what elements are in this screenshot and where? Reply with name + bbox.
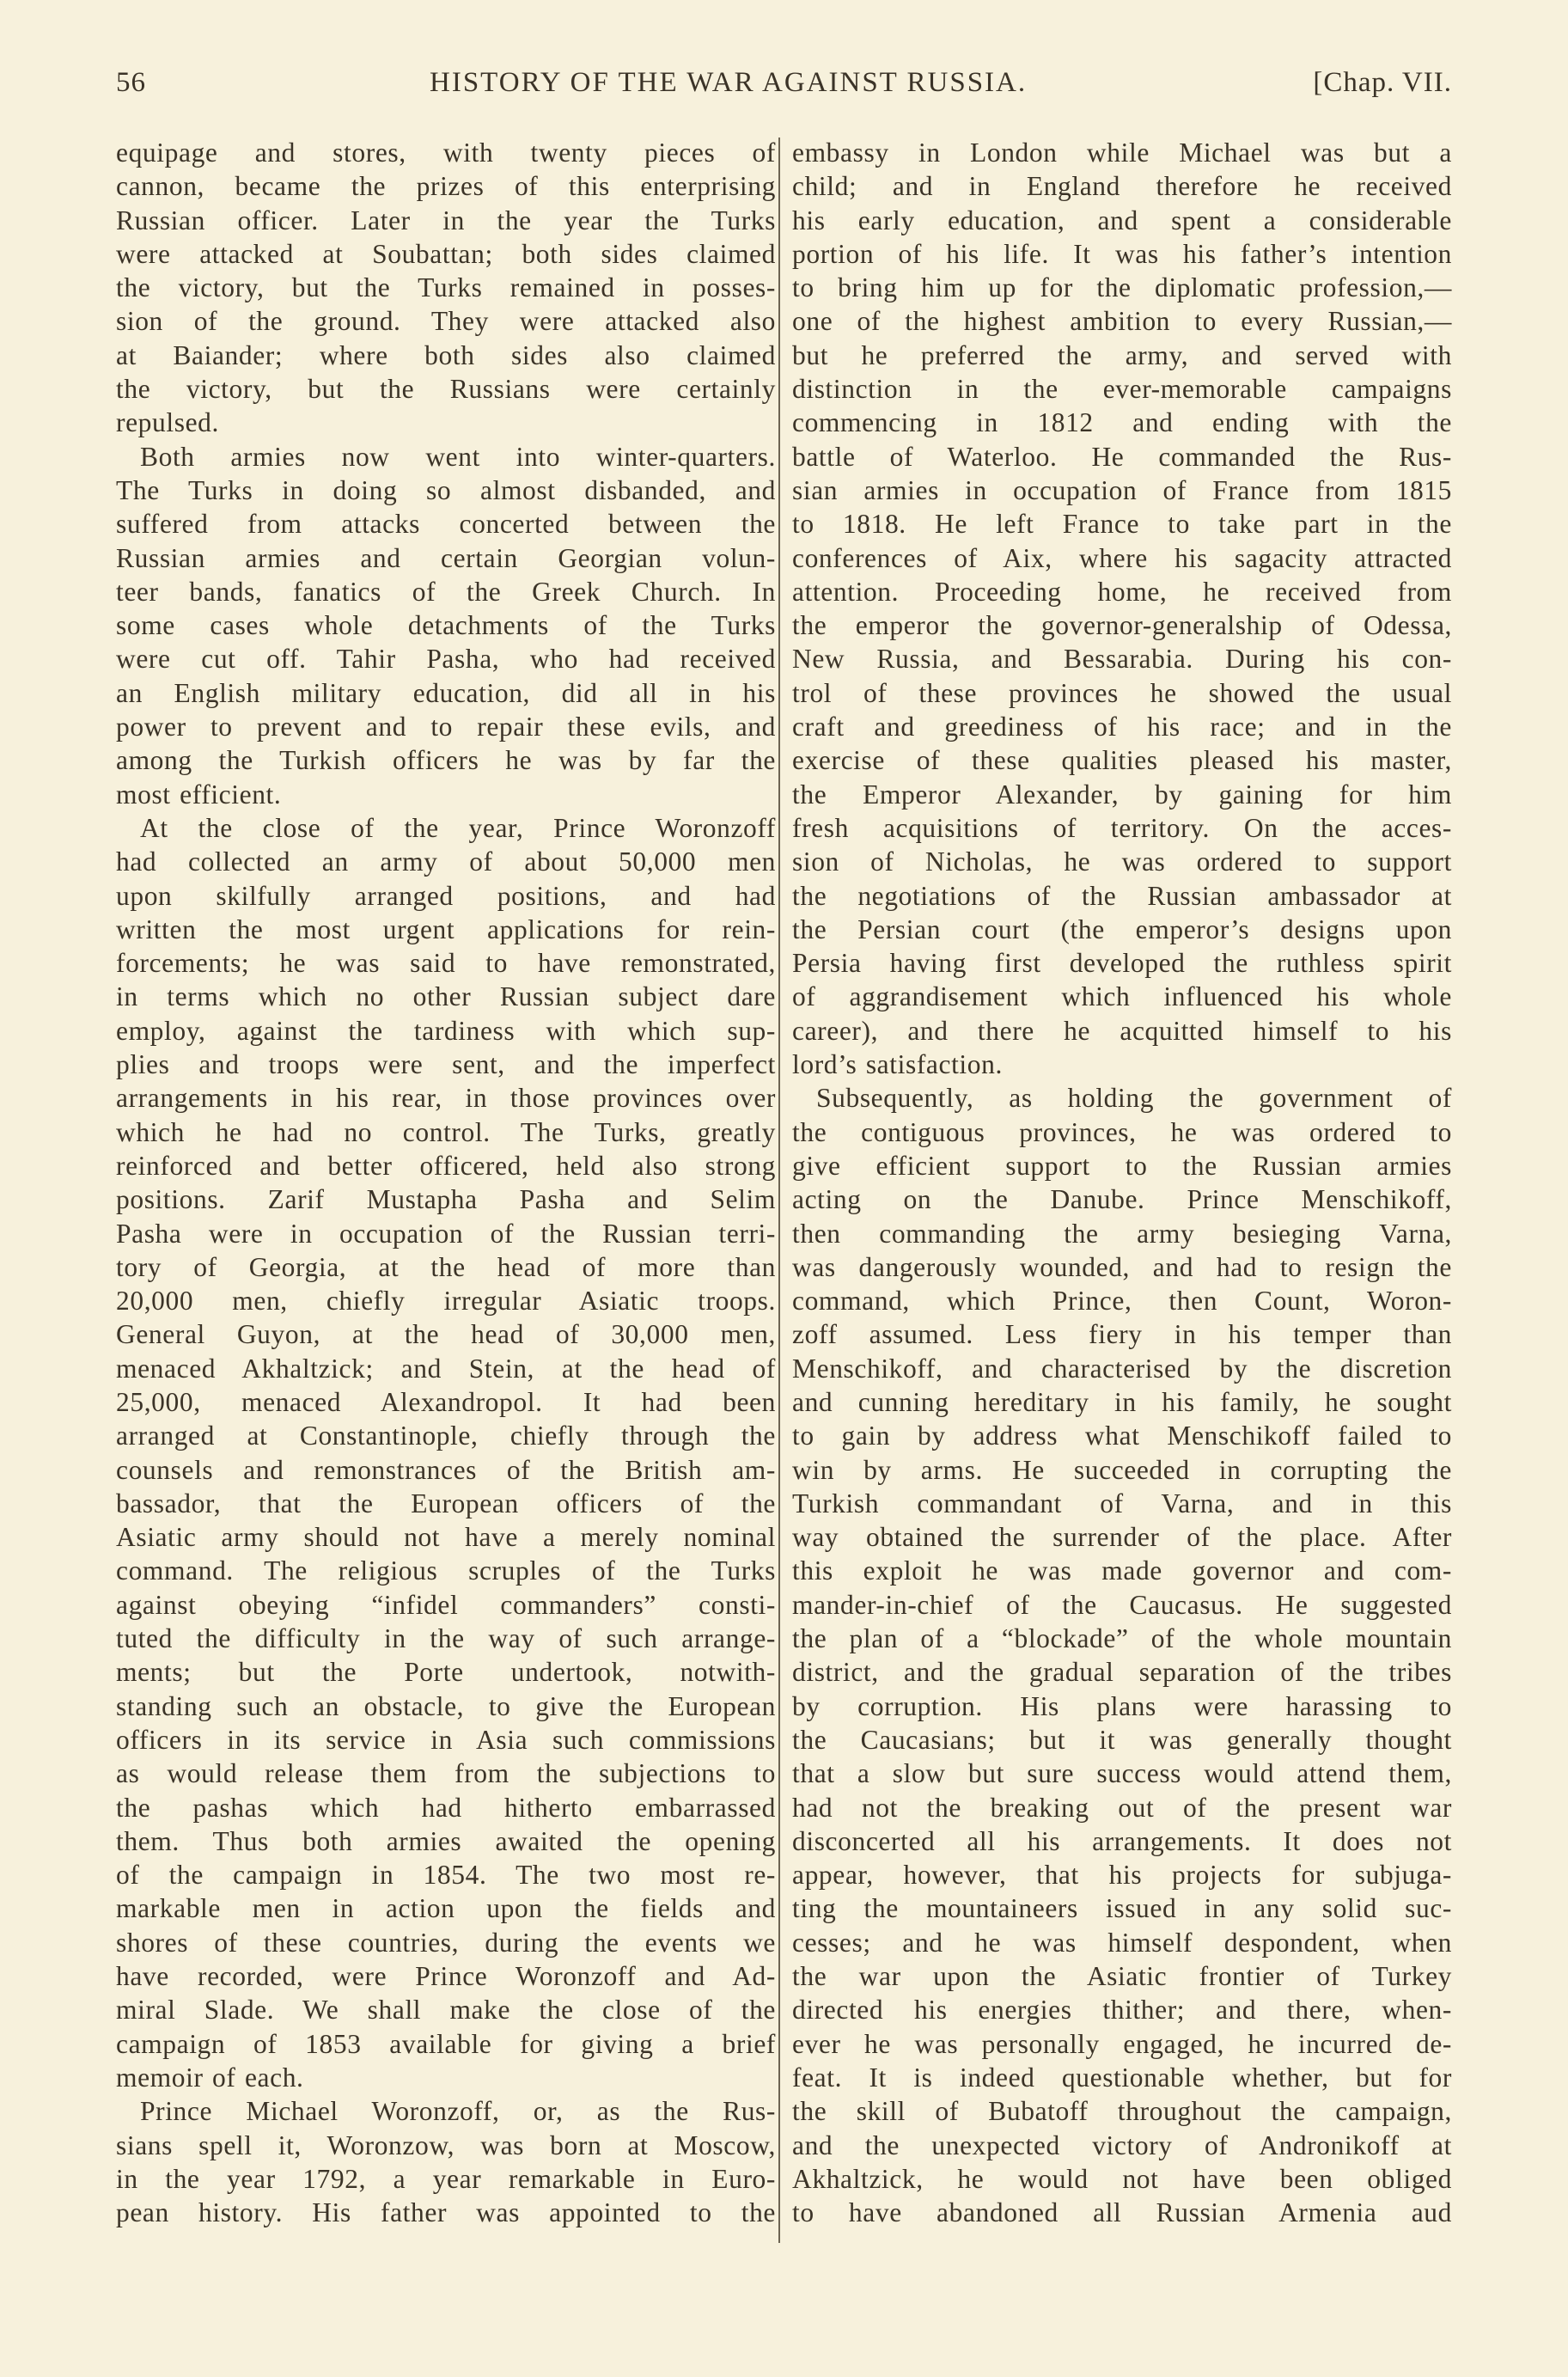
text-line: commencing in 1812 and ending with the xyxy=(792,407,1452,438)
text-line: cesses; and he was himself despondent, when xyxy=(792,1927,1452,1958)
text-line: shores of these countries, during the events we xyxy=(116,1927,776,1958)
text-line: pean history. His father was appointed to the xyxy=(116,2197,776,2228)
text-line: the contiguous provinces, he was ordered to xyxy=(792,1116,1452,1147)
text-line: as would release them from the subjections to xyxy=(116,1758,776,1789)
running-header xyxy=(116,67,1452,110)
text-line: acting on the Danube. Prince Menschikoff, xyxy=(792,1184,1452,1215)
text-line: Persia having first developed the ruthless spirit xyxy=(792,948,1452,979)
text-line: and the unexpected victory of Andronikoff at xyxy=(792,2130,1452,2160)
text-line: attention. Proceeding home, he received from xyxy=(792,576,1452,607)
text-line: his early education, and spent a considerable xyxy=(792,205,1452,235)
text-line: some cases whole detachments of the Turks xyxy=(116,610,776,641)
text-line: arranged at Constantinople, chiefly through the xyxy=(116,1421,776,1451)
text-line: of aggrandisement which influenced his whole xyxy=(792,981,1452,1012)
text-line: power to prevent and to repair these evils, and xyxy=(116,712,776,742)
text-line: an English military education, did all in his xyxy=(116,677,776,708)
text-line: one of the highest ambition to every Russian,— xyxy=(792,306,1452,337)
text-line: sion of the ground. They were attacked also xyxy=(116,306,776,337)
paragraph xyxy=(792,136,1452,1081)
text-line: employ, against the tardiness with which sup- xyxy=(116,1015,776,1046)
text-line: in terms which no other Russian subject dare xyxy=(116,981,776,1012)
text-line: suffered from attacks concerted between the xyxy=(116,509,776,540)
text-line: memoir of each. xyxy=(116,2062,304,2093)
text-line: against obeying “infidel commanders” consti- xyxy=(116,1589,776,1620)
text-line: reinforced and better officered, held also strong xyxy=(116,1150,776,1181)
text-line: feat. It is indeed questionable whether, but for xyxy=(792,2062,1452,2093)
text-line: then commanding the army besieging Varna, xyxy=(792,1218,1452,1249)
text-line: cannon, became the prizes of this enterprising xyxy=(116,171,776,202)
text-line: sian armies in occupation of France from 1815 xyxy=(792,474,1452,505)
text-line: command. The religious scruples of the Turks xyxy=(116,1555,776,1586)
text-line: campaign of 1853 available for giving a brief xyxy=(116,2028,776,2059)
text-line: repulsed. xyxy=(116,407,219,438)
text-line: distinction in the ever-memorable campaigns xyxy=(792,374,1452,405)
text-line: tory of Georgia, at the head of more than xyxy=(116,1251,776,1282)
chapter-label: [Chap. VII. xyxy=(1313,67,1452,98)
text-line: ever he was personally engaged, he incurred de- xyxy=(792,2028,1452,2059)
text-line: zoff assumed. Less fiery in his temper than xyxy=(792,1319,1452,1350)
text-line: Subsequently, as holding the government of xyxy=(816,1083,1452,1114)
text-line: exercise of these qualities pleased his master, xyxy=(792,745,1452,776)
text-line: directed his energies thither; and there, when- xyxy=(792,1995,1452,2026)
text-line: trol of these provinces he showed the usual xyxy=(792,677,1452,708)
text-line: ments; but the Porte undertook, notwith- xyxy=(116,1657,776,1688)
text-line: battle of Waterloo. He commanded the Rus- xyxy=(792,441,1452,472)
text-line: were cut off. Tahir Pasha, who had received xyxy=(116,644,776,675)
text-line: the victory, but the Russians were certainly xyxy=(116,374,776,405)
text-line: the war upon the Asiatic frontier of Turkey xyxy=(792,1961,1452,1992)
text-line: the pashas which had hitherto embarrassed xyxy=(116,1792,776,1823)
text-line: upon skilfully arranged positions, and had xyxy=(116,880,776,911)
text-line: at Baiander; where both sides also claimed xyxy=(116,339,776,370)
text-line: to bring him up for the diplomatic profession,— xyxy=(792,272,1452,303)
paragraph xyxy=(792,1081,1452,2229)
text-line: to have abandoned all Russian Armenia aud xyxy=(792,2197,1452,2228)
text-line: command, which Prince, then Count, Woron- xyxy=(792,1286,1452,1317)
text-line: was dangerously wounded, and had to resign the xyxy=(792,1251,1452,1282)
text-line: most efficient. xyxy=(116,779,282,810)
text-line: standing such an obstacle, to give the European xyxy=(116,1690,776,1721)
text-line: written the most urgent applications for rein- xyxy=(116,914,776,944)
text-line: 20,000 men, chiefly irregular Asiatic troops. xyxy=(116,1286,776,1317)
text-line: had not the breaking out of the present war xyxy=(792,1792,1452,1823)
text-line: officers in its service in Asia such commissions xyxy=(116,1724,776,1755)
text-line: the negotiations of the Russian ambassador at xyxy=(792,880,1452,911)
text-line: the Caucasians; but it was generally thought xyxy=(792,1724,1452,1755)
text-line: Turkish commandant of Varna, and in this xyxy=(792,1488,1452,1518)
text-line: sion of Nicholas, he was ordered to support xyxy=(792,846,1452,877)
text-line: Pasha were in occupation of the Russian terri- xyxy=(116,1218,776,1249)
text-line: bassador, that the European officers of the xyxy=(116,1488,776,1518)
text-line: lord’s satisfaction. xyxy=(792,1049,1003,1080)
text-line: portion of his life. It was his father’s intention xyxy=(792,238,1452,269)
text-line: the victory, but the Turks remained in posses- xyxy=(116,272,776,303)
page-number: 56 xyxy=(116,67,146,98)
text-line: in the year 1792, a year remarkable in Euro- xyxy=(116,2163,776,2194)
text-line: but he preferred the army, and served with xyxy=(792,339,1452,370)
text-line: that a slow but sure success would attend them, xyxy=(792,1758,1452,1789)
text-line: the plan of a “blockade” of the whole mountain xyxy=(792,1623,1452,1654)
text-line: forcements; he was said to have remonstrated, xyxy=(116,948,776,979)
text-line: 25,000, menaced Alexandropol. It had been xyxy=(116,1386,776,1417)
text-line: At the close of the year, Prince Woronzoff xyxy=(140,812,776,843)
text-line: equipage and stores, with twenty pieces of xyxy=(116,137,776,168)
paragraph xyxy=(116,440,776,811)
text-line: Russian armies and certain Georgian volun- xyxy=(116,542,776,573)
text-line: Menschikoff, and characterised by the discretion xyxy=(792,1353,1452,1384)
text-line: have recorded, were Prince Woronzoff and Ad- xyxy=(116,1961,776,1992)
text-line: teer bands, fanatics of the Greek Church. In xyxy=(116,576,776,607)
paragraph xyxy=(116,2094,776,2229)
text-line: ting the mountaineers issued in any solid suc- xyxy=(792,1893,1452,1924)
text-line: and cunning hereditary in his family, he sought xyxy=(792,1386,1452,1417)
text-line: to 1818. He left France to take part in the xyxy=(792,509,1452,540)
text-line: positions. Zarif Mustapha Pasha and Selim xyxy=(116,1184,776,1215)
text-line: menaced Akhaltzick; and Stein, at the head of xyxy=(116,1353,776,1384)
text-line: which he had no control. The Turks, greatly xyxy=(116,1116,776,1147)
text-line: The Turks in doing so almost disbanded, and xyxy=(116,474,776,505)
text-line: disconcerted all his arrangements. It does not xyxy=(792,1825,1452,1856)
text-line: markable men in action upon the fields and xyxy=(116,1893,776,1924)
text-line: the Persian court (the emperor’s designs upon xyxy=(792,914,1452,944)
text-line: by corruption. His plans were harassing to xyxy=(792,1690,1452,1721)
running-title: HISTORY OF THE WAR AGAINST RUSSIA. xyxy=(430,67,1028,98)
text-line: the Emperor Alexander, by gaining for him xyxy=(792,779,1452,810)
text-line: the emperor the governor-generalship of Odessa, xyxy=(792,610,1452,641)
text-line: conferences of Aix, where his sagacity attracted xyxy=(792,542,1452,573)
text-line: among the Turkish officers he was by far the xyxy=(116,745,776,776)
left-column xyxy=(116,136,776,2229)
text-line: embassy in London while Michael was but a xyxy=(792,137,1452,168)
text-line: appear, however, that his projects for subjuga- xyxy=(792,1860,1452,1891)
text-line: New Russia, and Bessarabia. During his con- xyxy=(792,644,1452,675)
text-line: had collected an army of about 50,000 men xyxy=(116,846,776,877)
text-line: Akhaltzick, he would not have been obliged xyxy=(792,2163,1452,2194)
text-line: Both armies now went into winter-quarters. xyxy=(140,441,776,472)
text-line: sians spell it, Woronzow, was born at Moscow, xyxy=(116,2130,776,2160)
text-line: district, and the gradual separation of the tribes xyxy=(792,1657,1452,1688)
text-line: this exploit he was made governor and com- xyxy=(792,1555,1452,1586)
text-line: the skill of Bubatoff throughout the campaign, xyxy=(792,2096,1452,2127)
text-line: them. Thus both armies awaited the opening xyxy=(116,1825,776,1856)
text-line: mander-in-chief of the Caucasus. He suggested xyxy=(792,1589,1452,1620)
paragraph xyxy=(116,136,776,440)
column-divider xyxy=(778,137,780,2243)
text-line: Russian officer. Later in the year the Turks xyxy=(116,205,776,235)
text-line: General Guyon, at the head of 30,000 men, xyxy=(116,1319,776,1350)
text-line: plies and troops were sent, and the imperfect xyxy=(116,1049,776,1080)
text-line: were attacked at Soubattan; both sides claimed xyxy=(116,238,776,269)
text-line: tuted the difficulty in the way of such arrange- xyxy=(116,1623,776,1654)
text-line: miral Slade. We shall make the close of the xyxy=(116,1995,776,2026)
paragraph xyxy=(116,811,776,2094)
text-line: Asiatic army should not have a merely nominal xyxy=(116,1522,776,1553)
right-column xyxy=(792,136,1452,2229)
text-line: fresh acquisitions of territory. On the acces- xyxy=(792,812,1452,843)
text-line: Prince Michael Woronzoff, or, as the Rus- xyxy=(140,2096,776,2127)
text-line: craft and greediness of his race; and in the xyxy=(792,712,1452,742)
text-line: counsels and remonstrances of the British am- xyxy=(116,1454,776,1485)
text-line: to gain by address what Menschikoff failed to xyxy=(792,1421,1452,1451)
text-line: win by arms. He succeeded in corrupting the xyxy=(792,1454,1452,1485)
text-line: of the campaign in 1854. The two most re- xyxy=(116,1860,776,1891)
text-line: child; and in England therefore he received xyxy=(792,171,1452,202)
text-line: give efficient support to the Russian armies xyxy=(792,1150,1452,1181)
text-line: way obtained the surrender of the place. After xyxy=(792,1522,1452,1553)
text-line: career), and there he acquitted himself to his xyxy=(792,1015,1452,1046)
text-line: arrangements in his rear, in those provinces over xyxy=(116,1083,776,1114)
